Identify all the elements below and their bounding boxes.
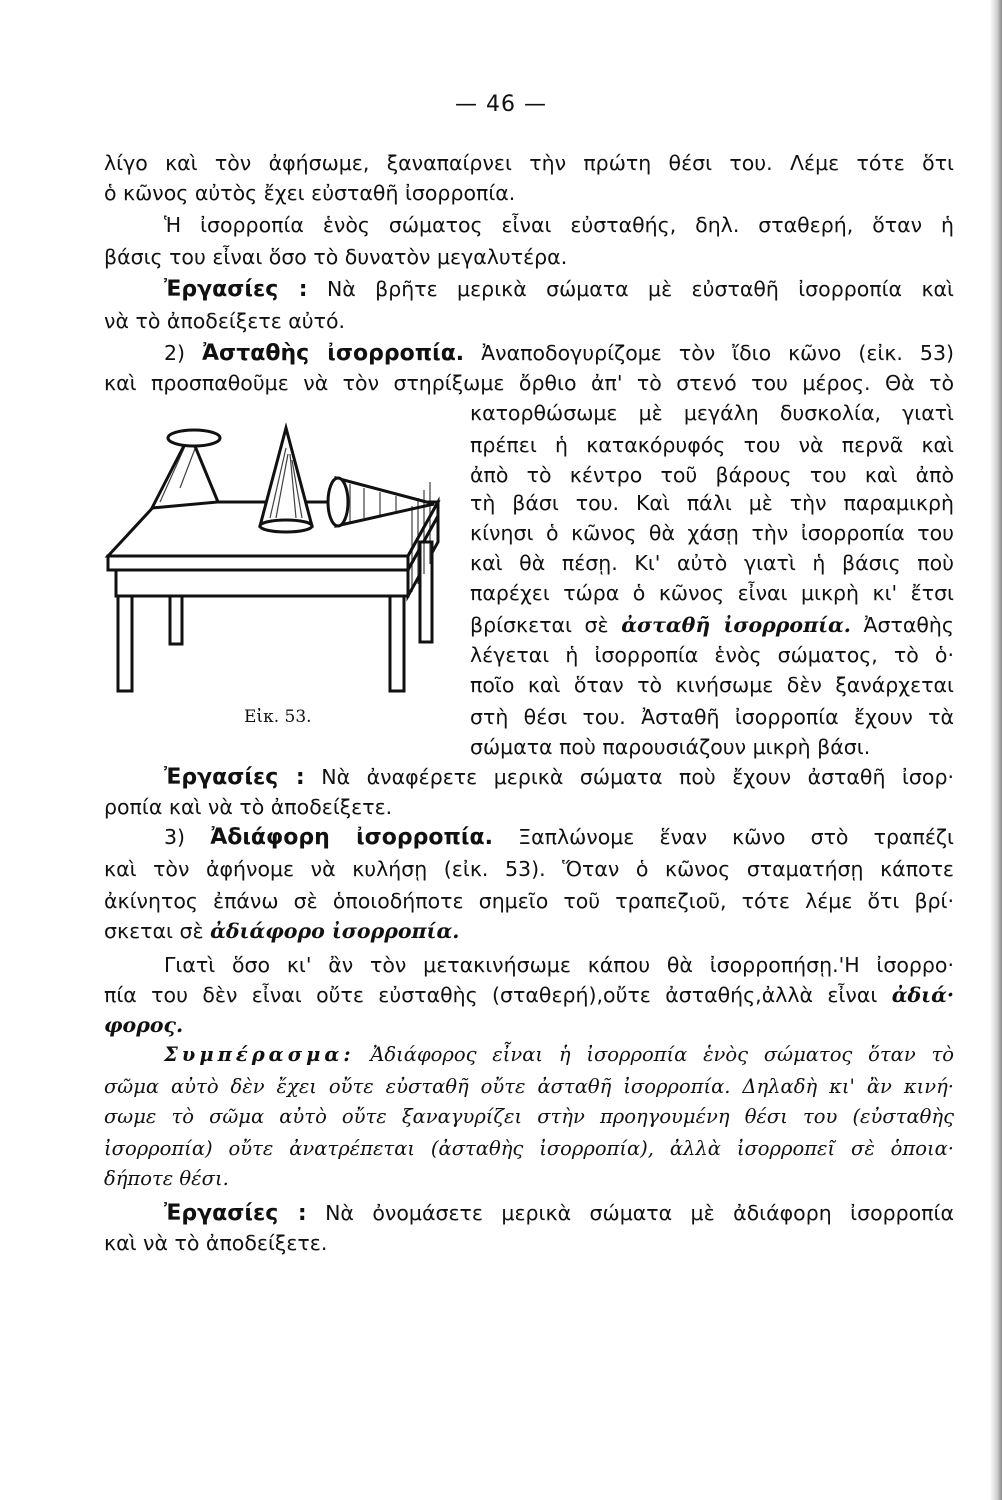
text-line: καὶ νὰ τὸ ἀποδείξετε.	[104, 1231, 328, 1255]
table-leg	[170, 596, 182, 644]
text-line: βάσις του εἶναι ὅσο τὸ δυνατὸν μεγαλυτέρα.	[104, 245, 568, 269]
table-apron	[116, 570, 408, 596]
text-line: Ἡ ἰσορροπία ἑνὸς σώματος εἶναι εὐσταθής, δηλ. σταθερή, ὅταν ἡ	[164, 213, 954, 237]
text-line	[104, 980, 954, 1010]
conclusion-text: Ἀδιάφορος εἶναι ἡ ἰσορροπία ἑνὸς σώματος ὅταν τὸ	[370, 1043, 955, 1066]
section-text: Ξαπλώνομε ἕναν κῶνο στὸ τραπέζι	[518, 825, 954, 849]
text-line	[104, 1010, 954, 1040]
conclusion-line: ἰσορροπία) οὔτε ἀνατρέπεται (ἀσταθὴς ἰσορροπία), ἀλλὰ ἰσορροπεῖ σὲ ὁποια·	[104, 1137, 954, 1160]
text-fragment: σκεται σὲ	[104, 919, 204, 943]
text-line: ὁ κῶνος αὐτὸς ἔχει εὐσταθῆ ἰσορροπία.	[104, 181, 516, 205]
exercise-label: Ἐργασίες :	[164, 765, 305, 790]
exercise-label: Ἐργασίες :	[164, 277, 308, 302]
conclusion-label: Συμπέρασμα:	[164, 1043, 355, 1066]
table-edge-front	[108, 556, 408, 570]
exercise-label: Ἐργασίες :	[164, 1201, 307, 1226]
text-line: καὶ τὸν ἀφήνομε νὰ κυλήσῃ (εἰκ. 53). Ὅταν ὁ κῶνος σταματήσῃ κάποτε	[104, 857, 954, 881]
text-line: πρέπει ἡ κατακόρυφός του νὰ περνᾶ καὶ	[470, 433, 954, 457]
text-line: καὶ θὰ πέσῃ. Κι' αὐτὸ γιατὶ ἡ βάσις ποὺ	[470, 551, 954, 575]
text-line: Γιατὶ ὅσο κι' ἂν τὸν μετακινήσωμε κάπου θὰ ἰσορροπήσῃ.'Η ἰσορρο·	[164, 953, 954, 977]
text-fragment: πία του δὲν εἶναι οὔτε εὐσταθὴς (σταθερή),οὔτε ἀσταθής,ἀλλὰ εἶναι	[104, 983, 878, 1007]
text-line: καὶ προσπαθοῦμε νὰ τὸν στηρίξωμε ὄρθιο ἀπ' τὸ στενό του μέρος. Θὰ τὸ	[104, 371, 954, 395]
table-leg	[390, 596, 404, 691]
conclusion-line: δήποτε θέσι.	[104, 1167, 229, 1190]
cone-lying-base	[328, 478, 348, 526]
text-line: σώματα ποὺ παρουσιάζουν μικρὴ βάσι.	[470, 735, 871, 759]
section-heading-line	[164, 338, 954, 369]
exercise-text: Νὰ ὀνομάσετε μερικὰ σώματα μὲ ἀδιάφορη ἰσορροπία	[325, 1201, 954, 1225]
section-heading-line	[164, 822, 954, 853]
conclusion-line	[164, 1040, 954, 1070]
text-line	[470, 610, 954, 640]
text-line	[164, 274, 954, 305]
text-fragment: βρίσκεται σὲ	[470, 613, 609, 637]
table-leg	[118, 596, 132, 691]
text-line: νὰ τὸ ἀποδείξετε αὐτό.	[104, 309, 346, 333]
emphasis-term: ἀδιά·	[891, 983, 954, 1007]
exercise-text: Νὰ ἀναφέρετε μερικὰ σώματα ποὺ ἔχουν ἀσταθῆ ἰσορ·	[321, 765, 954, 789]
emphasis-term: φορος.	[104, 1013, 184, 1037]
emphasis-term: ἀσταθῆ ἰσορροπία.	[621, 613, 851, 637]
figure-table-with-cones	[100, 418, 450, 708]
exercise-text: Νὰ βρῆτε μερικὰ σώματα μὲ εὐσταθῆ ἰσορροπία καὶ	[326, 277, 954, 301]
conclusion-line: σῶμα αὐτὸ δὲν ἔχει οὔτε εὐσταθῆ οὔτε ἀσταθῆ ἰσορροπία. Δηλαδὴ κι' ἂν κινή·	[104, 1075, 954, 1098]
figure-caption: Εἰκ. 53.	[244, 707, 312, 727]
page-number: — 46 —	[455, 92, 547, 117]
emphasis-term: ἀδιάφορο ἰσορροπία.	[210, 919, 460, 943]
cone-inverted-base	[168, 430, 220, 446]
section-heading: Ἀδιάφορη ἰσορροπία.	[210, 825, 493, 850]
section-number: 2)	[164, 341, 186, 365]
cone-upright	[260, 428, 312, 526]
text-line	[164, 1198, 954, 1229]
text-fragment: Ἀσταθὴς	[863, 613, 954, 637]
text-line: ροπία καὶ νὰ τὸ ἀποδείξετε.	[104, 795, 393, 819]
text-line: στὴ θέσι του. Ἀσταθῆ ἰσορροπία ἔχουν τὰ	[470, 705, 954, 729]
section-text: Ἀναποδογυρίζομε τὸν ἴδιο κῶνο (εἰκ. 53)	[481, 341, 954, 365]
text-line: ἀκίνητος ἐπάνω σὲ ὁποιοδήποτε σημεῖο τοῦ τραπεζιοῦ, τότε λέμε ὅτι βρί·	[104, 889, 954, 913]
text-line	[104, 916, 954, 946]
page-edge-shadow	[990, 0, 1002, 1500]
text-line: τὴ βάσι του. Καὶ πάλι μὲ τὴν παραμικρὴ	[470, 491, 954, 515]
cone-upright-base	[260, 520, 312, 532]
section-number: 3)	[164, 825, 186, 849]
conclusion-line: σωμε τὸ σῶμα αὐτὸ οὔτε ξαναγυρίζει στὴν προηγουμένη θέσι του (εὐσταθὴς	[104, 1105, 954, 1128]
text-line: κατορθώσωμε μὲ μεγάλη δυσκολία, γιατὶ	[470, 401, 954, 425]
text-line: παρέχει τώρα ὁ κῶνος εἶναι μικρὴ κι' ἔτσι	[470, 581, 954, 605]
section-heading: Ἀσταθὴς ἰσορροπία.	[202, 341, 465, 366]
text-line	[164, 762, 954, 793]
text-line: λέγεται ἡ ἰσορροπία ἑνὸς σώματος, τὸ ὁ·	[470, 643, 954, 667]
text-line: λίγο καὶ τὸν ἀφήσωμε, ξαναπαίρνει τὴν πρώτη θέσι του. Λέμε τότε ὅτι	[104, 151, 954, 175]
text-line: κίνησι ὁ κῶνος θὰ χάσῃ τὴν ἰσορροπία του	[470, 521, 954, 545]
text-line: ἀπὸ τὸ κέντρο τοῦ βάρους του καὶ ἀπὸ	[470, 463, 954, 487]
text-line: ποῖο καὶ ὅταν τὸ κινήσωμε δὲν ξανάρχεται	[470, 673, 954, 697]
